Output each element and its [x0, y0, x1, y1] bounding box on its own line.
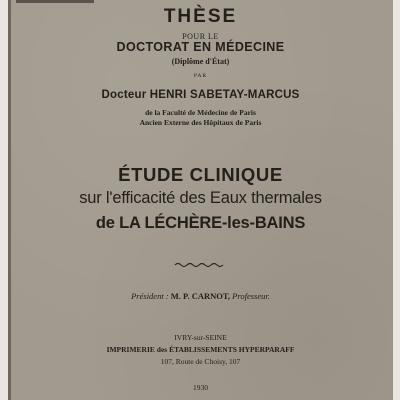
printer-name: IMPRIMERIE des ÉTABLISSEMENTS HYPERPARAFF	[106, 345, 295, 354]
top-edge-mark	[16, 0, 94, 3]
author-affiliation-hospitals: Ancien Externe des Hôpitaux de Paris	[139, 118, 262, 127]
author-name: Docteur HENRI SABETAY-MARCUS	[101, 89, 300, 101]
president-label: Président :	[131, 291, 169, 301]
printer-address: 107, Route de Choisy, 107	[160, 357, 241, 366]
thesis-title-line-3: de LA LÉCHÈRE-les-BAINS	[95, 214, 306, 232]
thesis-cover-page	[8, 0, 393, 400]
thesis-heading: THÈSE	[163, 6, 238, 27]
pour-le-text: POUR LE	[182, 32, 219, 41]
doctorate-title: DOCTORAT EN MÉDECINE	[116, 40, 285, 54]
publication-year: 1930	[193, 383, 208, 392]
thesis-president	[8, 291, 393, 301]
author-affiliation-faculty: de la Faculté de Médecine de Paris	[145, 108, 256, 117]
diploma-note: (Diplôme d'État)	[171, 57, 230, 66]
publisher-city: IVRY-sur-SEINE	[174, 333, 227, 342]
thesis-title-line-2: sur l'efficacité des Eaux thermales	[79, 189, 322, 207]
president-name: M. P. CARNOT,	[170, 291, 231, 301]
par-text: PAR	[193, 73, 208, 79]
thesis-title-line-1: ÉTUDE CLINIQUE	[118, 164, 283, 185]
president-role: Professeur.	[232, 291, 270, 301]
wavy-ornament	[174, 262, 226, 268]
